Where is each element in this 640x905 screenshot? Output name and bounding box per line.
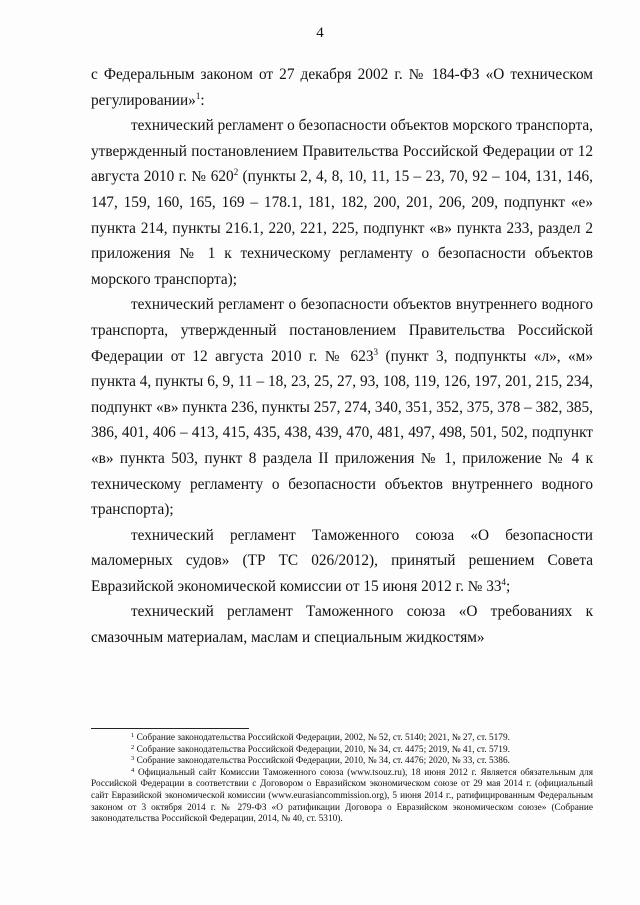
footnote-text: Официальный сайт Комиссии Таможенного союза (www.tsouz.ru), 18 июня 2012 г. Является обязательным для Российской Федерации в соответствии с Договором о Евразийском экономическом союзе от 29 мая 2014 г. (официальный сайт Евразийской экономической комиссии (www.eurasiancommission.org), 5 июня 2014 г., ратифицированным Федеральным законом от 3 октября 2014 г. № 279-ФЗ «О ратификации Договора о Евразийском экономическом союзе» (Собрание законодательства Российской Федерации, 2014, № 40, ст. 5310). [91,767,593,825]
text-segment: технический регламент Таможенного союза «О безопасности маломерных судов» (ТР ТС 026/2012), принятый решением Совета Евразийской экономической комиссии от 15 июня 2012 г. № 33 [91,526,593,595]
footnote-text: Собрание законодательства Российской Федерации, 2010, № 34, ст. 4476; 2020, № 33, ст. 5386. [134,756,510,767]
page-number: 4 [316,25,324,41]
text-segment: ; [506,577,511,595]
text-segment: : [200,91,205,109]
text-segment: (пункты 2, 4, 8, 10, 11, 15 – 23, 70, 92 – 104, 131, 146, 147, 159, 160, 165, 169 – 178.1, 181, 182, 200, 201, 206, 209, подпункт «е» пункта 214, пункты 216.1, 220, 221, 225, подпункт «в» пункта 233, раздел 2 приложения № 1 к техническому регламенту о безопасности объектов морского транспорта); [91,168,593,288]
document-body [91,62,593,651]
footnote-text: Собрание законодательства Российской Федерации, 2010, № 34, ст. 4475; 2019, № 41, ст. 5719. [134,744,510,755]
footnote-text: Собрание законодательства Российской Федерации, 2002, № 52, ст. 5140; 2021, № 27, ст. 5179. [134,733,510,743]
text-segment: технический регламент о безопасности объектов внутреннего водного транспорта, утвержденный постановлением Правительства Российской Федерации от 12 августа 2010 г. № 623 [91,296,593,365]
footnote-ref: 4 [501,576,506,587]
footnote-ref: 3 [373,346,379,357]
text-segment: технический регламент о безопасности объектов морского транспорта, утвержденный постановлением Правительства Российской Федерации от 12 августа 2010 г. № 620 [91,117,593,186]
footnote [91,768,593,826]
text-segment: технический регламент Таможенного союза «О требованиях к смазочным материалам, маслам и специальным жидкостям» [91,603,593,647]
footnote [91,733,593,745]
text-segment: (пункт 3, подпункты «л», «м» пункта 4, пункты 6, 9, 11 – 18, 23, 25, 27, 93, 108, 119, 126, 197, 201, 215, 234, подпункт «в» пункта 236, пункты 257, 274, 340, 351, 352, 375, 378 – 382, 385, 386, 401, 406 – 413, 415, 435, 438, 439, 470, 481, 497, 498, 501, 502, подпункт «в» пункта 503, пункт 8 раздела II приложения № 1, приложение № 4 к техническому регламенту о безопасности объектов внутреннего водного транспорта); [91,347,593,519]
footnote-mark: 2 [131,743,135,751]
paragraph [91,113,593,292]
footnotes [91,733,593,826]
text-segment: с Федеральным законом от 27 декабря 2002 г. № 184-ФЗ «О техническом регулировании» [91,66,593,109]
paragraph [91,599,593,650]
footnote-ref: 2 [233,167,239,178]
footnote [91,745,593,757]
footnote-separator [91,728,249,729]
paragraph [91,523,593,600]
footnote-mark: 4 [131,766,135,774]
footnote [91,756,593,768]
footnote-mark: 1 [131,732,135,739]
footnote-mark: 3 [131,755,135,763]
paragraph [91,292,593,522]
paragraph [91,62,593,113]
footnote-ref: 1 [195,90,201,101]
